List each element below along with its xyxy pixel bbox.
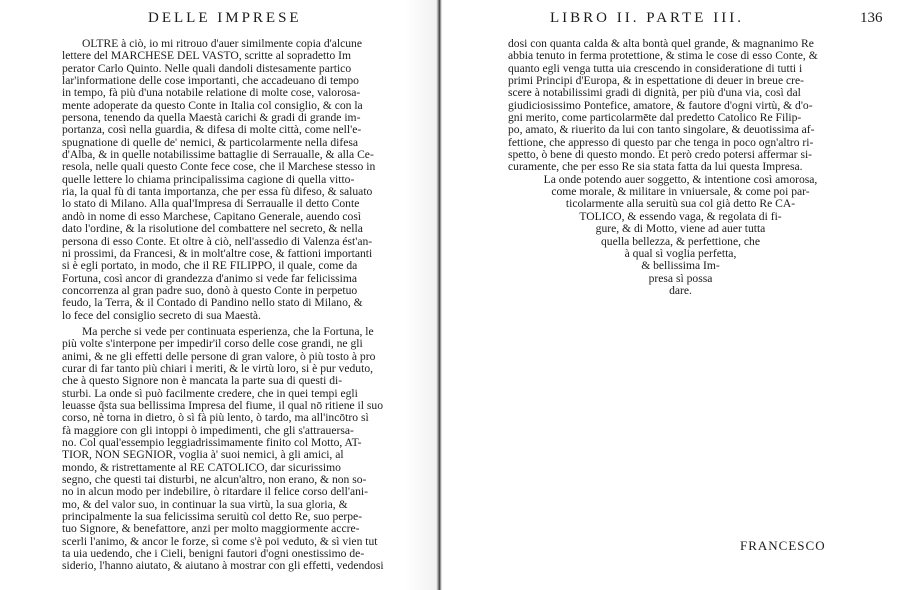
- text-line: curamente, che per esso Re sia stata fatta da lui questa Impresa.: [508, 160, 803, 174]
- text-line: mo, & del valor suo, in continuar la sua virtù, la sua gloria, &: [62, 497, 348, 511]
- text-line: ria, la qual fù di tanta importanza, che per essa fù difeso, & saluato: [62, 185, 373, 199]
- text-line: Ma perche si vede per continuata esperienza, che la Fortuna, le: [82, 324, 374, 338]
- text-line: gni merito, come particolarmēte dal predetto Catolico Re Filip-: [508, 111, 802, 125]
- text-line: siderio, l'hanno aiutato, & aiutano à mostrar con gli effetti, vedendosi: [62, 559, 384, 573]
- text-line: principalmente la sua felicissima seruitù col detto Re, suo perpe-: [62, 510, 363, 524]
- text-line: spugnatione di quelle de' nemici, & particolarmente nella difesa: [62, 135, 359, 149]
- text-line: à qual sì voglia perfetta,: [624, 246, 737, 260]
- text-line: TOLICO, & essendo vaga, & regolata di fi-: [579, 209, 782, 223]
- left-page-text: [62, 38, 384, 573]
- text-line: fà maggiore con gli intoppi ò impedimenti, che gli s'attrauersa-: [62, 423, 354, 437]
- text-line: no. Col qual'essempio leggiadrissimamente finito col Motto, AT-: [62, 436, 362, 449]
- text-line: dosi con quanta calda & alta bontà quel grande, & magnanimo Re: [508, 37, 814, 50]
- text-line: spetto, ò bene di questo mondo. Et però credo potersi affermar si-: [508, 148, 813, 162]
- text-line: presa sì possa: [648, 271, 713, 285]
- text-line: si è egli portato, in modo, che il RE FILIPPO, il quale, come da: [62, 259, 358, 273]
- text-line: feudo, la Terra, & il Contado di Pandino nello stato di Milano, &: [62, 296, 363, 310]
- text-line: & bellissima Im-: [641, 259, 720, 273]
- text-line: La onde potendo auer soggetto, & intentione così amorosa,: [543, 172, 818, 186]
- text-line: quanto egli venga tutta uia crescendo in consideratione di tutti i: [508, 61, 803, 75]
- text-line: perator Carlo Quinto. Nelle quali dandoli distesamente partico: [62, 61, 352, 75]
- running-head-right: LIBRO II. PARTE III.: [550, 10, 744, 26]
- text-line: sturbi. La onde sì può facilmente credere, che in quei tempi egli: [62, 386, 358, 400]
- text-line: d'Alba, & in quelle notabilissime battaglie di Serraualle, & alla Ce-: [62, 148, 374, 162]
- text-line: abbia tenuto in ferma protettione, & stima le cose di esso Conte, &: [508, 49, 818, 63]
- text-line: corso, nè torna in dietro, ò sì fà più lento, ò tardo, ma all'incōtro sì: [62, 411, 369, 425]
- text-line: fettione, che appresso di questo par che tenga in poco ogn'altro ri-: [508, 135, 814, 149]
- text-line: portanza, così nella guardia, & difesa di molte città, come nell'e-: [62, 123, 362, 137]
- text-line: resola, nelle quali questo Conte fece cose, che il Marchese stesso in: [62, 160, 376, 174]
- text-line: lettere del MARCHESE DEL VASTO, scritte al sopradetto Im: [62, 49, 352, 63]
- text-line: mondo, & ristrettamente al RE CATOLICO, dar sicurissimo: [62, 460, 341, 474]
- text-line: no in alcun modo per indebilire, ò ritardare il felice corso dell'ani-: [62, 485, 368, 499]
- left-page: [0, 0, 438, 590]
- text-line: ni prossimi, da Francesi, & in molt'altre cose, & fattioni importanti: [62, 246, 373, 260]
- text-line: in tempo, fà più d'una notabile relatione di molte cose, valorosa-: [62, 86, 361, 100]
- right-page: [440, 0, 900, 590]
- text-line: dato l'ordine, & la risolutione del combattere nel secreto, & nella: [62, 222, 363, 236]
- text-line: lar'informatione delle cose importanti, che accadeuano di tempo: [62, 74, 359, 88]
- text-line: dare.: [669, 283, 692, 297]
- text-line: segno, che questi tai disturbi, ne alcun'altro, non erano, & non so-: [62, 473, 367, 487]
- text-line: ta uia uedendo, che i Cieli, benigni fautori d'ogni onestissimo de-: [62, 547, 365, 561]
- text-line: persona, tenendo da quella Maestà carichi & gradi di grande im-: [62, 111, 361, 125]
- text-line: scerli l'animo, & ancor le forze, sì come s'è poi veduto, & sì vien tut: [62, 534, 378, 548]
- text-line: gure, & di Motto, viene ad auer tutta: [595, 222, 766, 236]
- text-line: po, amato, & riuerito da lui con tanto singolare, & deuotissima af-: [508, 123, 815, 137]
- text-line: lo stato di Milano. Alla qual'Impresa di Serraualle il detto Conte: [62, 197, 360, 211]
- running-head-left: DELLE IMPRESE: [148, 10, 302, 26]
- gutter-shadow: [405, 0, 437, 590]
- text-line: persona di esso Conte. Et oltre à ciò, nell'assedio di Valenza ést'an-: [62, 234, 373, 248]
- text-line: che à questo Signore non è mancata la parte sua di questi di-: [62, 374, 343, 388]
- text-line: primi Principi d'Europa, & in espettatione di deuer in breue cre-: [508, 74, 805, 88]
- text-line: più volte s'interpone per impedir'il corso delle cose grandi, ne gli: [62, 337, 363, 351]
- text-line: scere à notabilissimi gradi di dignità, per più d'una via, così dal: [508, 86, 801, 100]
- text-line: come morale, & militare in vniuersale, & come poi par-: [551, 185, 810, 199]
- text-line: quella bellezza, & perfettione, che: [600, 234, 760, 248]
- text-line: Fortuna, così ancor di grandezza d'animo si vede far felicissima: [62, 271, 358, 285]
- text-line: curar di far tanto più chiari i meriti, & le virtù loro, si è pur veduto,: [62, 361, 374, 375]
- catchword: FRANCESCO: [740, 538, 826, 553]
- right-page-text: [508, 38, 853, 297]
- text-line: mente adoperate da questo Conte in Italia col consiglio, & con la: [62, 98, 363, 112]
- text-line: animi, & ne gli effetti delle persone di gran valore, ò più tosto à pro: [62, 349, 376, 363]
- text-line: leuasse q̃sta sua bellissima Impresa del fiume, il qual nō ritiene il suo: [62, 398, 384, 412]
- text-line: tuo Signore, & benefattore, anzi per molto maggiormente accre-: [62, 522, 360, 536]
- text-line: TIOR, NON SEGNIOR, voglia à' suoi nemici, à gli amici, al: [62, 448, 344, 462]
- page-number: 136: [860, 10, 883, 26]
- text-line: andò in nome di esso Marchese, Capitano Generale, auendo così: [62, 209, 362, 223]
- text-line: concorrenza al gran padre suo, donò à questo Conte in perpetuo: [62, 283, 358, 297]
- text-line: quelle lettere lo chiama principalissima cagione di quella vitto-: [62, 172, 355, 186]
- text-line: lo fece del consiglio secreto di sua Maestà.: [62, 308, 261, 322]
- text-line: OLTRE à ciò, io mi ritrouo d'auer similmente copia d'alcune: [82, 37, 362, 50]
- text-line: ticolarmente alla seruitù sua col già detto Re CA-: [565, 197, 796, 211]
- text-line: giudiciosissimo Pontefice, amatore, & fautore d'ogni virtù, & d'o-: [508, 98, 813, 112]
